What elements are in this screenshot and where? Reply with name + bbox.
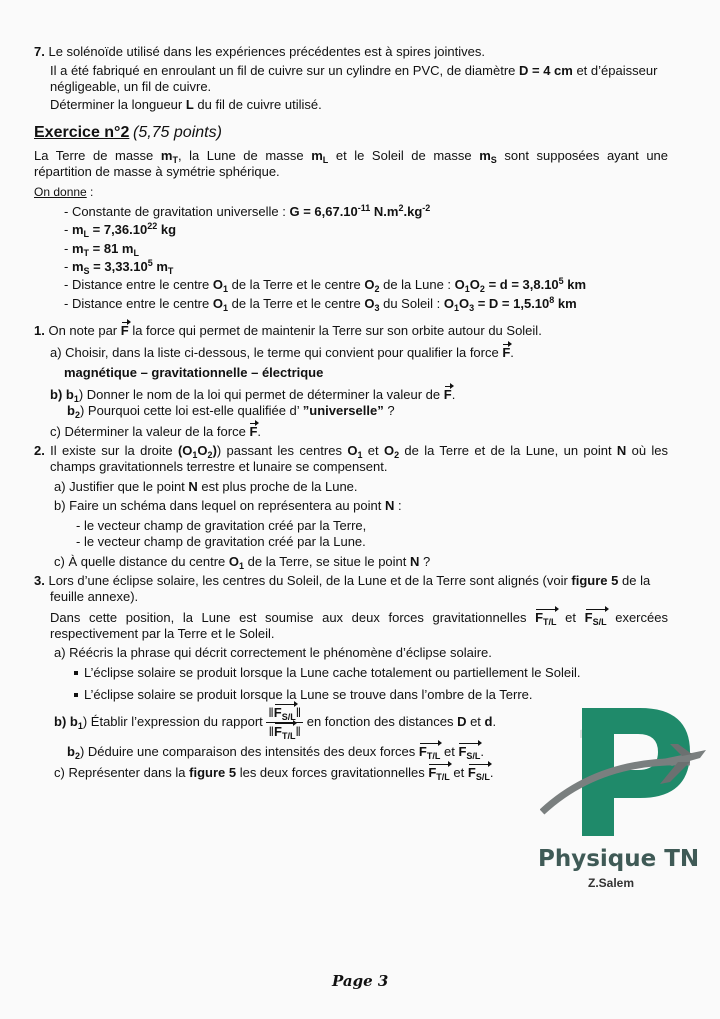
q3-c: c) Représenter dans la figure 5 les deux forces gravitationnelles $F_{T/L}$ et $F_{S/L}$. xyxy=(54,765,494,782)
q3-a-option1: L’éclipse solaire se produit lorsque la Lune cache totalement ou partiellement le Soleil. xyxy=(74,665,580,680)
given-distance-earth-sun: - Distance entre le centre $O_1$ de la Terre et le centre $O_3$ du Soleil : $O_1O_3 = D = 1,5.10^8$ km xyxy=(64,295,577,313)
q1-a: a) Choisir, dans la liste ci-dessous, le terme qui convient pour qualifier la force F. xyxy=(50,345,514,360)
q2-line2: champs gravitationnels terrestre et lunaire se compensent. xyxy=(50,459,388,474)
physique-tn-logo-icon xyxy=(540,700,710,845)
q7-line2: Il a été fabriqué en enroulant un fil de cuivre sur un cylindre en PVC, de diamètre D = 4 cm et d’épaisseur xyxy=(50,63,658,78)
q7-line1: 7. Le solénoïde utilisé dans les expériences précédentes est à spires jointives. xyxy=(34,44,485,59)
q2-b-item2: - le vecteur champ de gravitation créé par la Lune. xyxy=(76,534,366,549)
q1-line: 1. On note par F la force qui permet de maintenir la Terre sur son orbite autour du Soleil. xyxy=(34,323,542,338)
q3-line2: feuille annexe). xyxy=(50,589,139,604)
q3-b1: b) $b_1$) Établir l’expression du rapport $\frac{‖F_{S/L}‖}{‖F_{T/L}‖}$ en fonction des distances D et d. xyxy=(54,705,497,741)
q2-b-item1: - le vecteur champ de gravitation créé par la Terre, xyxy=(76,518,367,533)
q2-line1: 2. Il existe sur la droite $(O_1O_2)$) passant les centres $O_1$ et $O_2$ de la Terre et de la Lune, un point N où les xyxy=(34,443,669,460)
q2-c: c) À quelle distance du centre $O_1$ de la Terre, se situe le point N ? xyxy=(54,554,431,571)
given-g: - Constante de gravitation universelle : $G = 6,67.10^{-11}$ $N.m^2.kg^{-2}$ xyxy=(64,203,431,219)
q2-b: b) Faire un schéma dans lequel on représentera au point N : xyxy=(54,498,402,513)
given-distance-earth-moon: - Distance entre le centre $O_1$ de la Terre et le centre $O_2$ de la Lune : $O_1O_2 = d = 3,8.10^5$ km xyxy=(64,276,587,294)
q3-b2: $b_2$) Déduire une comparaison des intensités des deux forces $F_{T/L}$ et $F_{S/L}$. xyxy=(67,744,485,761)
page-number: Page 3 xyxy=(332,972,389,990)
given-ml: - $m_L = 7,36.10^{22}$ kg xyxy=(64,221,177,239)
q7-line4: Déterminer la longueur L du fil de cuivre utilisé. xyxy=(50,97,322,112)
given-ms: - $m_S = 3,33.10^5$ $m_T$ xyxy=(64,258,174,276)
given-mt: - $m_T = 81$ $m_L$ xyxy=(64,241,139,258)
q3-a-option2: L’éclipse solaire se produit lorsque la Lune se trouve dans l’ombre de la Terre. xyxy=(74,687,533,702)
q1-b2: $b_2$) Pourquoi cette loi est-elle qualifiée d’ ”universelle” ? xyxy=(67,403,395,420)
q1-c: c) Déterminer la valeur de la force F. xyxy=(50,424,262,439)
given-label: On donne : xyxy=(34,185,94,199)
q3-a: a) Réécris la phrase qui décrit correctement le phénomène d’éclipse solaire. xyxy=(54,645,492,660)
exercise-intro-2: répartition de masse à symétrie sphérique. xyxy=(34,164,280,179)
q3-line3: Dans cette position, la Lune est soumise aux deux forces gravitationnelles $F_{T/L}$ et $F_{S/L}$ exercées xyxy=(50,610,668,627)
logo-title: Physique TN xyxy=(538,846,700,872)
q7-line3: négligeable, un fil de cuivre. xyxy=(50,79,212,94)
q3-line4: respectivement par la Terre et le Soleil. xyxy=(50,626,275,641)
force-ratio: $\frac{‖F_{S/L}‖}{‖F_{T/L}‖}$ xyxy=(268,705,302,741)
q1-b1: b) $b_1$) Donner le nom de la loi qui permet de déterminer la valeur de F. xyxy=(50,387,456,404)
q2-a: a) Justifier que le point N est plus proche de la Lune. xyxy=(54,479,358,494)
q3-line1: 3. Lors d’une éclipse solaire, les centres du Soleil, de la Lune et de la Terre sont alignés (voir figure 5 de la xyxy=(34,573,651,588)
logo-author: Z.Salem xyxy=(588,876,635,890)
exercise-title: Exercice n°2 (5,75 points) xyxy=(34,124,222,141)
exercise-intro: La Terre de masse $m_T$, la Lune de masse $m_L$ et le Soleil de masse $m_S$ sont supposées ayant une xyxy=(34,148,669,165)
q1-options: magnétique – gravitationnelle – électrique xyxy=(64,365,324,380)
